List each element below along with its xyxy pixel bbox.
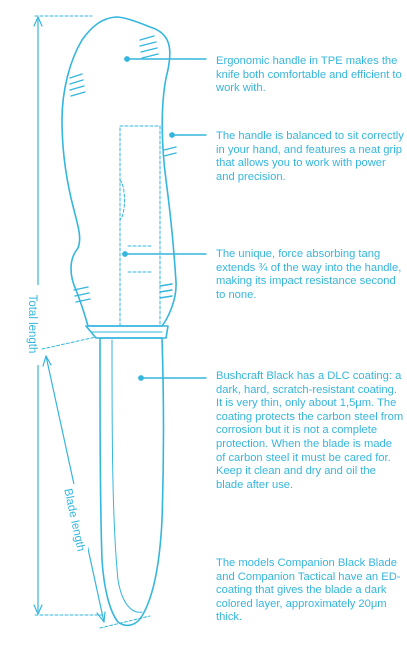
- callout-ergonomic-handle: Ergonomic handle in TPE makes the knife both comfortable and efficient to work with.: [216, 55, 402, 95]
- total-length-label: Total length: [25, 294, 38, 354]
- callout-tang: The unique, force absorbing tang extends ¾ of the way into the handle, making its impact resistance second to none.: [216, 248, 402, 301]
- callout-handle-balance: The handle is balanced to sit correctly in your hand, and features a neat grip that allows you to work with power and precision.: [216, 130, 404, 183]
- knife-handle: [62, 17, 176, 326]
- callout-ed-coating: The models Companion Black Blade and Companion Tactical have an ED-coating that gives the blade a dark colored layer, approximately 20μm thick.: [216, 557, 401, 624]
- callout-dlc-coating: Bushcraft Black has a DLC coating: a dark, hard, scratch-resistant coating. It is very thin, only about 1,5μm. The coating protects the carbon steel from corrosion but it is not a complete protection. When the blade is made of carbon steel it must be cared for. Keep it clean and dry and oil the blade after use.: [216, 370, 404, 491]
- knife-guard: [86, 326, 168, 338]
- knife-blade: [100, 338, 164, 625]
- blade-length-label: Blade length: [61, 487, 87, 553]
- blade-length-dimension: [42, 337, 150, 628]
